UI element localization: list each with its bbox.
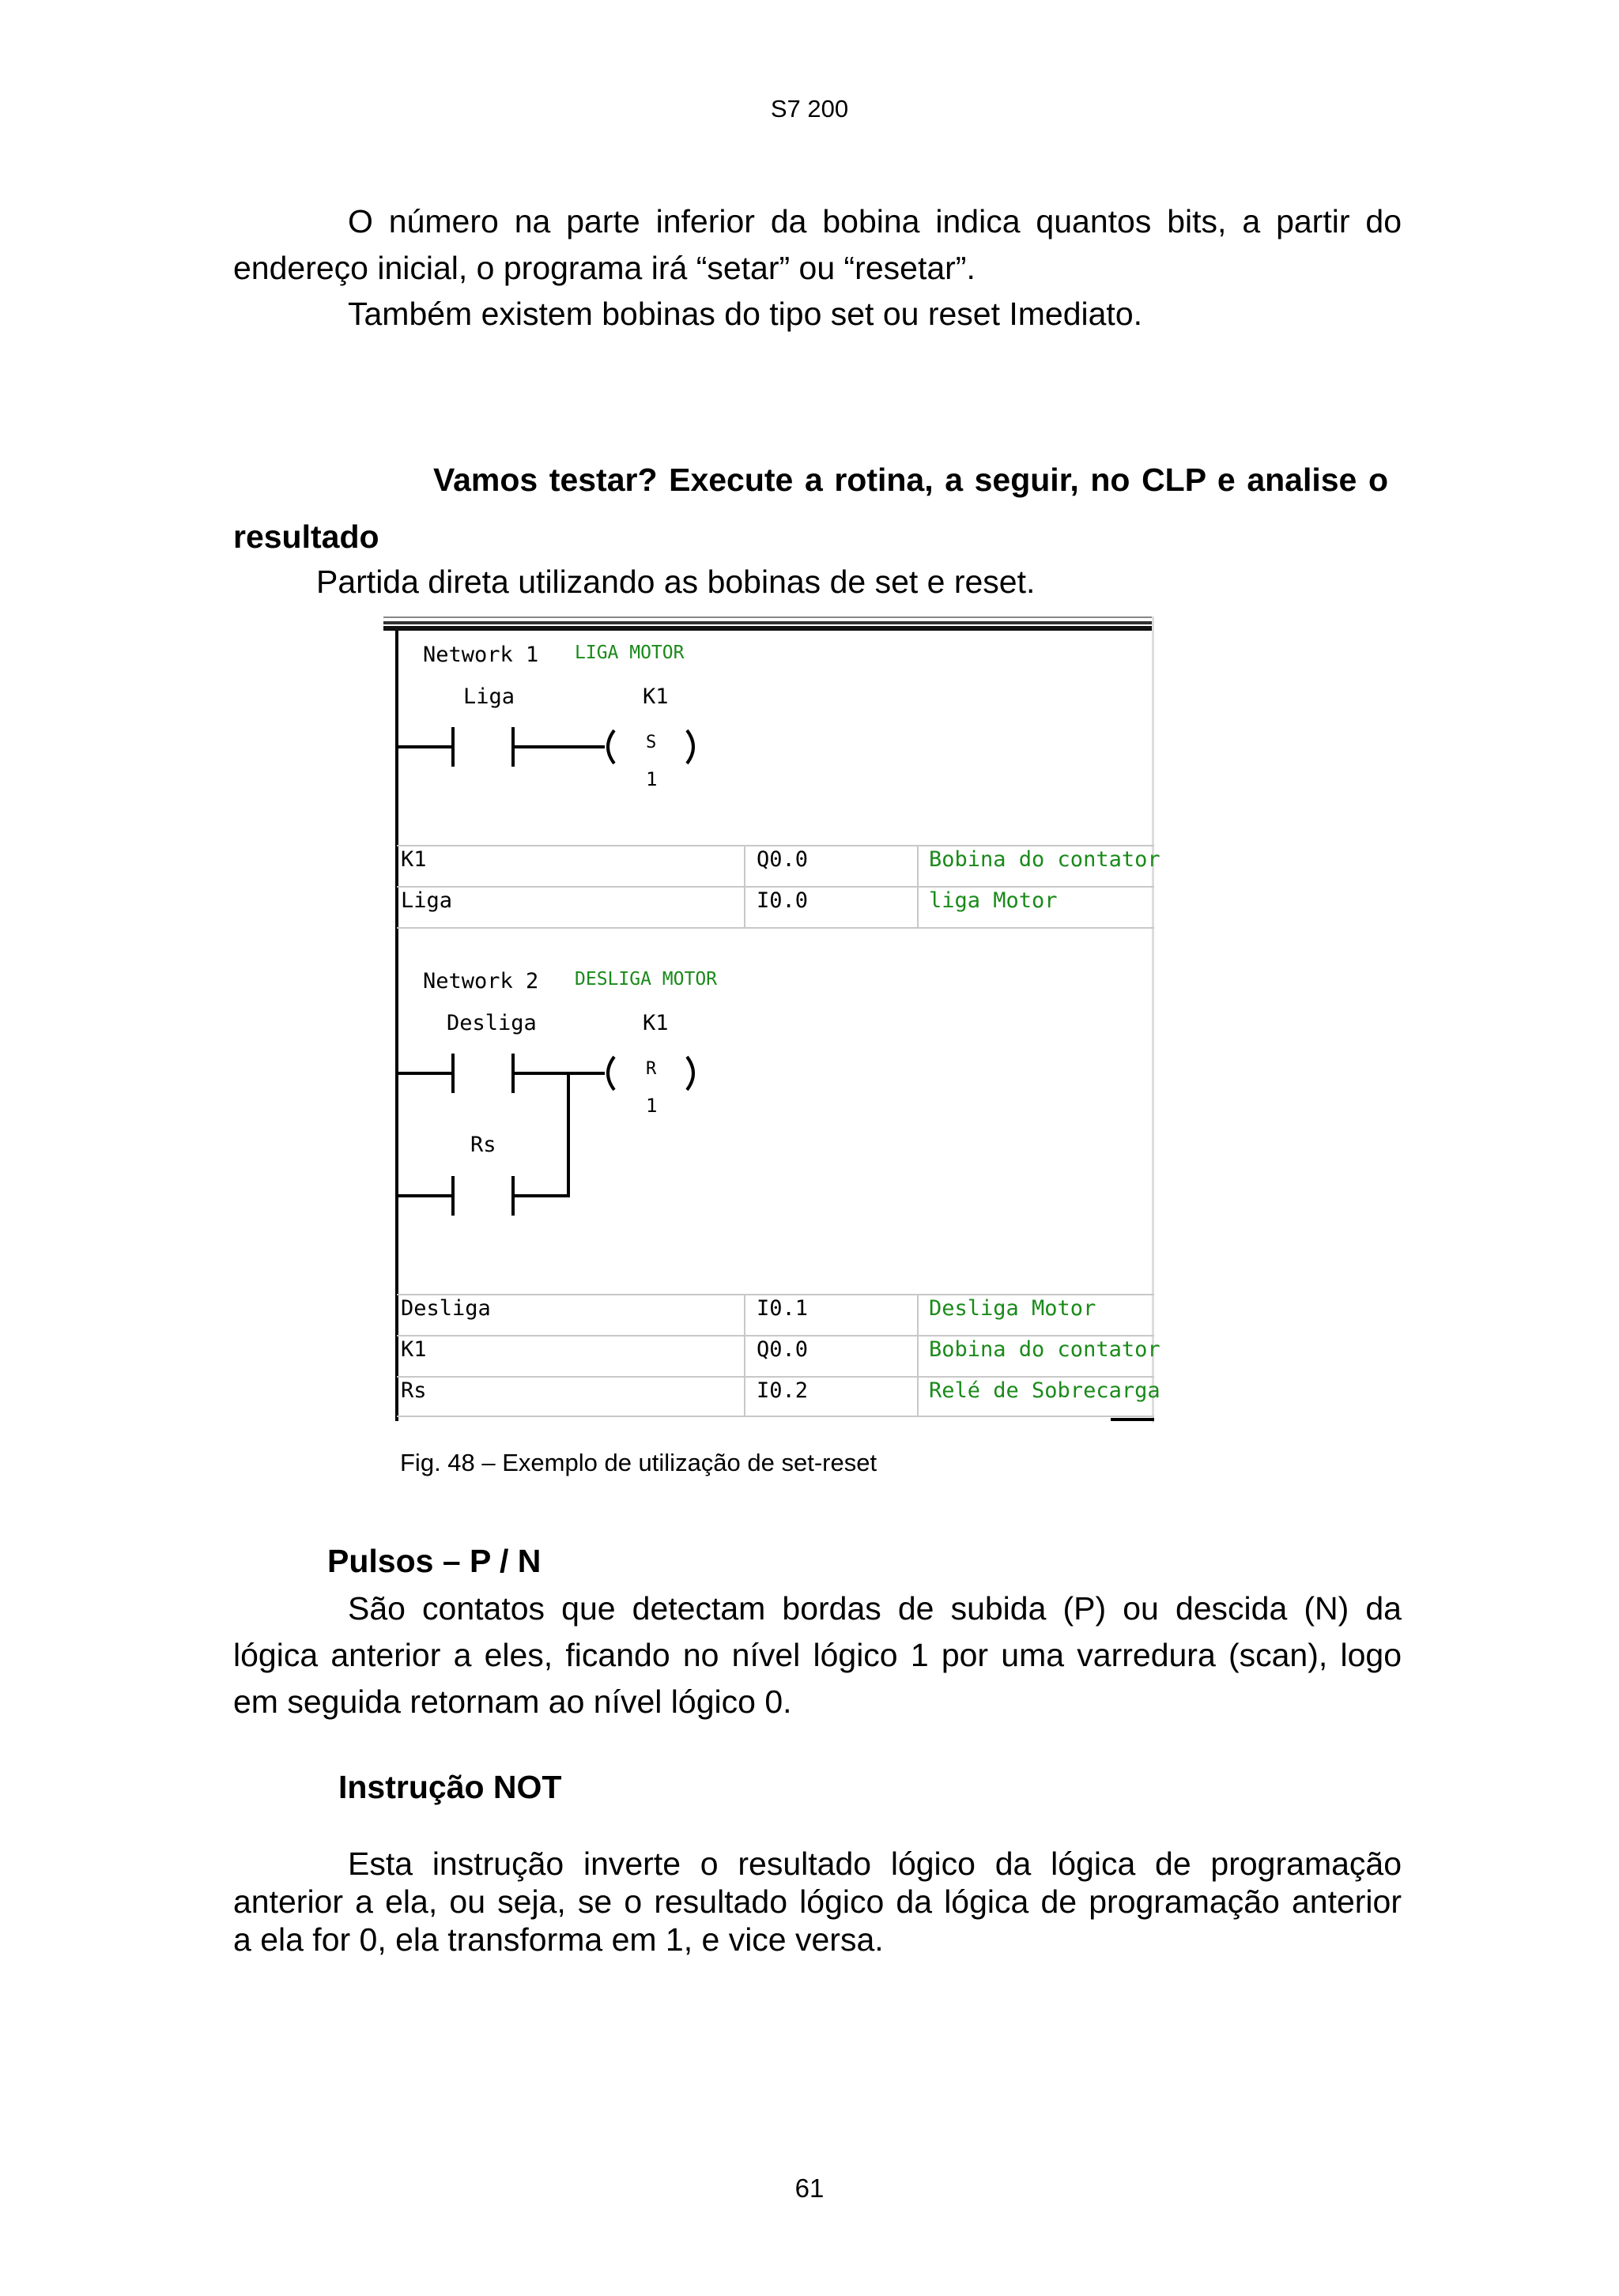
test-subtitle: Partida direta utilizando as bobinas de set e reset. — [316, 564, 1036, 600]
symbol-name: K1 — [401, 1337, 427, 1362]
symbol-comment: liga Motor — [929, 888, 1058, 913]
not-heading: Instrução NOT — [338, 1769, 562, 1805]
figure-caption: Fig. 48 – Exemplo de utilização de set-reset — [400, 1449, 877, 1476]
symbol-name: K1 — [401, 847, 427, 872]
paragraph-line: Esta instrução inverte o resultado lógico da lógica de programação — [348, 1845, 1402, 1882]
paragraph-line: O número na parte inferior da bobina indica quantos bits, a partir do — [348, 203, 1402, 239]
network1-label: Network 1 — [423, 643, 539, 667]
test-heading: Vamos testar? Execute a rotina, a seguir, no CLP e analise o — [433, 462, 1388, 498]
symbol-comment: Relé de Sobrecarga — [929, 1378, 1160, 1403]
network2-contact-label: Desliga — [447, 1011, 537, 1035]
symbol-name: Desliga — [401, 1296, 491, 1321]
ladder-editor-screenshot — [383, 616, 1160, 1423]
pulsos-heading: Pulsos – P / N — [327, 1543, 542, 1579]
symbol-address: I0.1 — [757, 1296, 809, 1321]
network2-comment: DESLIGA MOTOR — [575, 969, 718, 990]
network2-label: Network 2 — [423, 969, 539, 993]
symbol-comment: Bobina do contator — [929, 1337, 1160, 1362]
symbol-address: Q0.0 — [757, 1337, 809, 1362]
symbol-name: Rs — [401, 1378, 427, 1403]
paragraph-line: lógica anterior a eles, ficando no nível lógico 1 por uma varredura (scan), logo — [233, 1637, 1402, 1673]
network1-contact-label: Liga — [463, 684, 515, 709]
page-header: S7 200 — [770, 95, 849, 123]
paragraph-line: endereço inicial, o programa irá “setar” ou “resetar”. — [233, 250, 976, 286]
symbol-address: Q0.0 — [757, 847, 809, 872]
network1-coil-count: 1 — [646, 768, 658, 790]
symbol-comment: Desliga Motor — [929, 1296, 1096, 1321]
test-heading-cont: resultado — [233, 518, 379, 555]
page-number: 61 — [794, 2173, 825, 2203]
symbol-comment: Bobina do contator — [929, 847, 1160, 872]
paragraph-line: Também existem bobinas do tipo set ou reset Imediato. — [348, 296, 1143, 332]
network2-coil-type: R — [646, 1059, 657, 1079]
symbol-name: Liga — [401, 888, 453, 913]
paragraph-line: a ela for 0, ela transforma em 1, e vice versa. — [233, 1921, 884, 1958]
symbol-address: I0.2 — [757, 1378, 809, 1403]
paragraph-line: anterior a ela, ou seja, se o resultado lógico da lógica de programação anterior — [233, 1883, 1402, 1920]
network1-coil-type: S — [646, 733, 657, 752]
symbol-address: I0.0 — [757, 888, 809, 913]
network2-coil-name: K1 — [643, 1011, 669, 1035]
paragraph-line: São contatos que detectam bordas de subida (P) ou descida (N) da — [348, 1590, 1402, 1627]
paragraph-line: em seguida retornam ao nível lógico 0. — [233, 1683, 792, 1720]
network2-contact2-label: Rs — [470, 1133, 496, 1157]
network1-coil-name: K1 — [643, 684, 669, 709]
network1-comment: LIGA MOTOR — [575, 643, 685, 663]
network2-coil-count: 1 — [646, 1095, 658, 1117]
